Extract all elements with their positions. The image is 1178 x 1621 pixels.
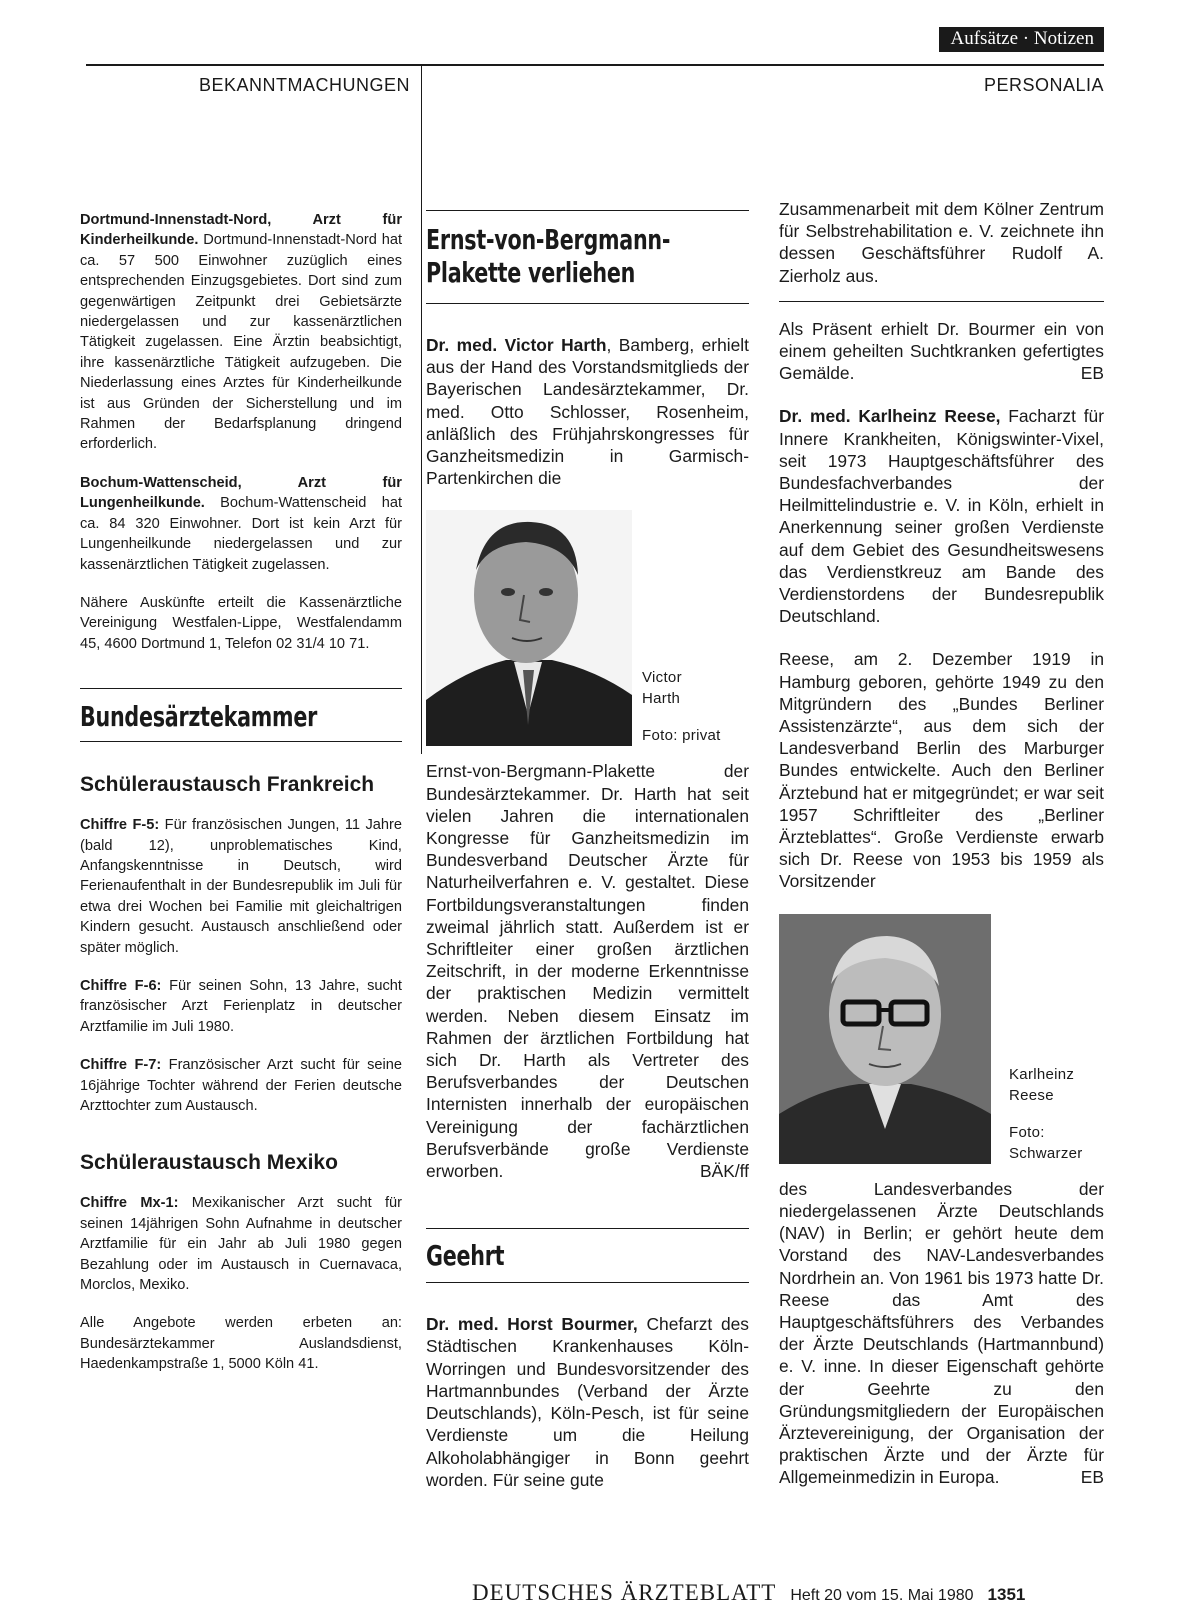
- photo-credit: Foto: privat: [642, 727, 721, 745]
- offer-text: Für seinen Sohn, 13 Jahre, sucht französischer Arzt Ferienplatz in deutscher Arztfamilie im Juli 1980.: [80, 977, 402, 1035]
- divider: [80, 741, 402, 742]
- offer-code: Chiffre F-7:: [80, 1057, 162, 1074]
- offer-code: Chiffre Mx-1:: [80, 1195, 179, 1212]
- harth-photo-block: [426, 510, 749, 746]
- announcement-title: Dortmund-Innenstadt-Nord, Arzt für Kinderheilkunde.: [80, 212, 402, 249]
- paragraph-text: Ernst-von-Bergmann-Plakette der Bundesärztekammer. Dr. Harth hat seit vielen Jahren die internationalen Kongresse für Ganzheitsmedizin im Bundesverband Deutscher Ärzte für Naturheilverfahren e. V. gestaltet. Diese Fortbildungsveranstaltungen finden zweimal jährlich statt. Außerdem ist er Schriftleiter einer großen ärztlichen Zeitschrift, in der moderne Erkenntnisse der praktischen Medizin vermittelt werden. Neben diesem Einsatz im Rahmen der ärztlichen Fortbildung hat sich Dr. Harth als Vertreter des Berufsverbandes der Deutschen Internisten innerhalb der europäischen Vereinigung der fachärztlichen Berufsverbände große Verdienste erworben.: [426, 761, 749, 1182]
- section-label-right: PERSONALIA: [983, 75, 1104, 95]
- offer-text: Französischer Arzt sucht für seine 16jährige Tochter während der Ferien deutsche Arzttochter zum Austausch.: [80, 1057, 402, 1114]
- portrait-image: [779, 914, 991, 1164]
- headline-geehrt: Geehrt: [426, 1239, 505, 1273]
- offer-code: Chiffre F-6:: [80, 977, 162, 994]
- harth-caption: [642, 667, 721, 746]
- page-footer: [472, 1580, 1112, 1606]
- paragraph-text: Reese, am 2. Dezember 1919 in Hamburg geboren, gehörte 1949 zu den Mitgründern des „Bundes Berliner Assistenzärzte“, aus dem sich der Landesverband Berlin des Marburger Bundes entwickelte. Auch den Berliner Ärztebund hat er mitgegründet; er war seit 1957 Schriftleiter des „Berliner Ärzteblattes“. Große Verdienste erwarb sich Dr. Reese von 1953 bis 1959 als Vorsitzender: [779, 649, 1104, 892]
- photo-caption-name: Karlheinz Reese: [1009, 1065, 1075, 1104]
- portrait-image: [426, 510, 632, 746]
- bourmer-gift: [779, 318, 1104, 385]
- photo-caption-name: Victor Harth: [642, 669, 682, 708]
- column-divider: [421, 64, 422, 754]
- divider: [426, 1282, 749, 1283]
- harth-paragraph-1: [426, 334, 749, 489]
- paragraph-text: Als Präsent erhielt Dr. Bourmer ein von einem geheilten Suchtkranken gefertigtes Gemälde.: [779, 318, 1104, 384]
- announcement-bochum: [80, 473, 402, 575]
- magazine-title: DEUTSCHES ÄRZTEBLATT: [472, 1580, 777, 1605]
- photo-credit: Foto: Schwarzer: [1009, 1123, 1083, 1162]
- paragraph-text: , Bamberg, erhielt aus der Hand des Vorstandsmitglieds der Bayerischen Landesärztekammer, Dr. med. Otto Schlosser, Rosenheim, anläßlich des Frühjahrskongresses für Ganzheitsmedizin in Garmisch-Partenkirchen die: [426, 335, 749, 489]
- offer-f7: [80, 1055, 402, 1116]
- personalia-column: [779, 199, 1104, 1510]
- person-name: Dr. med. Victor Harth: [426, 335, 607, 355]
- page-number: 1351: [987, 1585, 1026, 1604]
- reese-photo-block: [779, 914, 1104, 1164]
- author-signature: EB: [1080, 1467, 1104, 1488]
- offers-address: Alle Angebote werden erbeten an: Bundesärztekammer Auslandsdienst, Haedenkampstraße 1, 5000 Köln 41.: [80, 1315, 402, 1373]
- header-rule: [86, 64, 1104, 66]
- bundesaerztekammer-heading-wrap: [80, 689, 402, 741]
- offer-f6: [80, 976, 402, 1037]
- divider: [426, 303, 749, 304]
- divider: [426, 210, 749, 211]
- offer-mx1: [80, 1193, 402, 1295]
- portrait-photo: [779, 914, 991, 1164]
- subhead-mexiko: Schüleraustausch Mexiko: [80, 1151, 338, 1175]
- author-signature: EB: [1080, 363, 1104, 384]
- divider: [426, 1228, 749, 1229]
- offer-text: Für französischen Jungen, 11 Jahre (bald 12), unproblematisches Kind, Anfangskenntnisse in Deutsch, wird Ferienaufenthalt in der Bundesrepublik im Juli für etwa drei Wochen bei Familie mit gleichaltrigen Kindern gesucht. Austausch anschließend oder später möglich.: [80, 817, 402, 956]
- offer-text: Mexikanischer Arzt sucht für seinen 14jährigen Sohn Aufnahme in deutscher Arztfamilie für ein Jahr ab Juli 1980 gegen Bezahlung oder im Austausch in Cuernavaca, Morclos, Mexiko.: [80, 1195, 403, 1294]
- paragraph-text: des Landesverbandes der niedergelassenen Ärzte Deutschlands (NAV) in Berlin; er gehört heute dem Vorstand des NAV-Landesverbandes Nordrhein an. Von 1961 bis 1973 hatte Dr. Reese das Amt des Hauptgeschäftsführers des Verbandes der Ärzte Deutschlands (Hartmannbund) e. V. inne. In dieser Eigenschaft gehörte der Geehrte zu den Gründungsmitgliedern der Europäischen Ärztevereinigung, der Organisation der praktischen Ärzte und der Ärzte für Allgemeinmedizin in Europa.: [779, 1178, 1104, 1488]
- bourmer-continued: Zusammenarbeit mit dem Kölner Zentrum für Selbstrehabilitation e. V. zeichnete ihn dessen Geschäftsführer Rudolf A. Zierholz aus.: [779, 199, 1104, 286]
- reese-paragraph-2: [779, 648, 1104, 892]
- subhead-frankreich: Schüleraustausch Frankreich: [80, 773, 375, 797]
- reese-paragraph-3: [779, 1178, 1104, 1489]
- announcement-contact: Nähere Auskünfte erteilt die Kassenärztliche Vereinigung Westfalen-Lippe, Westfalendamm 45, 4600 Dortmund 1, Telefon 02 31/4 10 71.: [80, 594, 402, 652]
- headline-bundesaerztekammer: Bundesärztekammer: [80, 700, 318, 734]
- divider: [779, 301, 1104, 302]
- author-signature: BÄK/ff: [700, 1161, 749, 1182]
- person-name: Dr. med. Horst Bourmer,: [426, 1314, 638, 1335]
- paragraph-text: Facharzt für Innere Krankheiten, Königswinter-Vixel, seit 1973 Hauptgeschäftsführer des Bundesfachverbandes der Heilmittelindustrie e. V. in Köln, erhielt in Anerkennung seiner großen Verdienste auf dem Gebiet des Gesundheitswesens das Verdienstkreuz am Bande des Verdienstordens der Bundesrepublik Deutschland.: [779, 406, 1104, 627]
- portrait-photo: [426, 510, 632, 746]
- announcement-title: Bochum-Wattenscheid, Arzt für Lungenheilkunde.: [80, 474, 402, 512]
- headline-bergmann-plakette: Ernst-von-Bergmann-Plakette verliehen: [426, 223, 671, 289]
- announcement-text: Dortmund-Innenstadt-Nord hat ca. 57 500 Einwohner zuzüglich eines entsprechenden Einzugsgebietes. Dort sind zum gegenwärtigen Zeitpunkt drei Gebietsärzte niedergelassen und zur kassenärztlichen Tätigkeit zugelassen. Eine Ärztin beabsichtigt, ihre kassenärztliche Tätigkeit aufzugeben. Die Niederlassung eines Arztes für Kinderheilkunde ist aus Gründen der Sicherstellung und im Rahmen der Bedarfsplanung dringend erforderlich.: [80, 232, 402, 453]
- announcements-column: [80, 210, 402, 1393]
- offer-f5: [80, 815, 402, 958]
- bourmer-paragraph: [426, 1313, 749, 1491]
- award-column: [426, 210, 749, 1512]
- issue-info: Heft 20 vom 15. Mai 1980: [790, 1587, 974, 1604]
- offer-code: Chiffre F-5:: [80, 817, 160, 834]
- harth-paragraph-2: [426, 760, 749, 1182]
- paragraph-text: Chefarzt des Städtischen Krankenhauses Köln-Worringen und Bundesvorsitzender des Hartmannbundes (Verband der Ärzte Deutschlands), Köln-Pesch, ist für seine Verdienste um die Heilung Alkoholabhängiger in Bonn geehrt worden. Für seine gute: [426, 1314, 749, 1490]
- section-tag: Aufsätze · Notizen: [939, 27, 1105, 52]
- announcement-dortmund: [80, 210, 402, 455]
- reese-caption: [1009, 1064, 1099, 1164]
- section-label-left: BEKANNTMACHUNGEN: [198, 75, 410, 95]
- person-name: Dr. med. Karlheinz Reese,: [779, 406, 1001, 427]
- announcement-text: Bochum-Wattenscheid hat ca. 84 320 Einwohner. Dort ist kein Arzt für Lungenheilkunde niedergelassen und zur kassenärztlichen Tätigkeit zugelassen.: [80, 495, 402, 573]
- reese-paragraph-1: [779, 405, 1104, 627]
